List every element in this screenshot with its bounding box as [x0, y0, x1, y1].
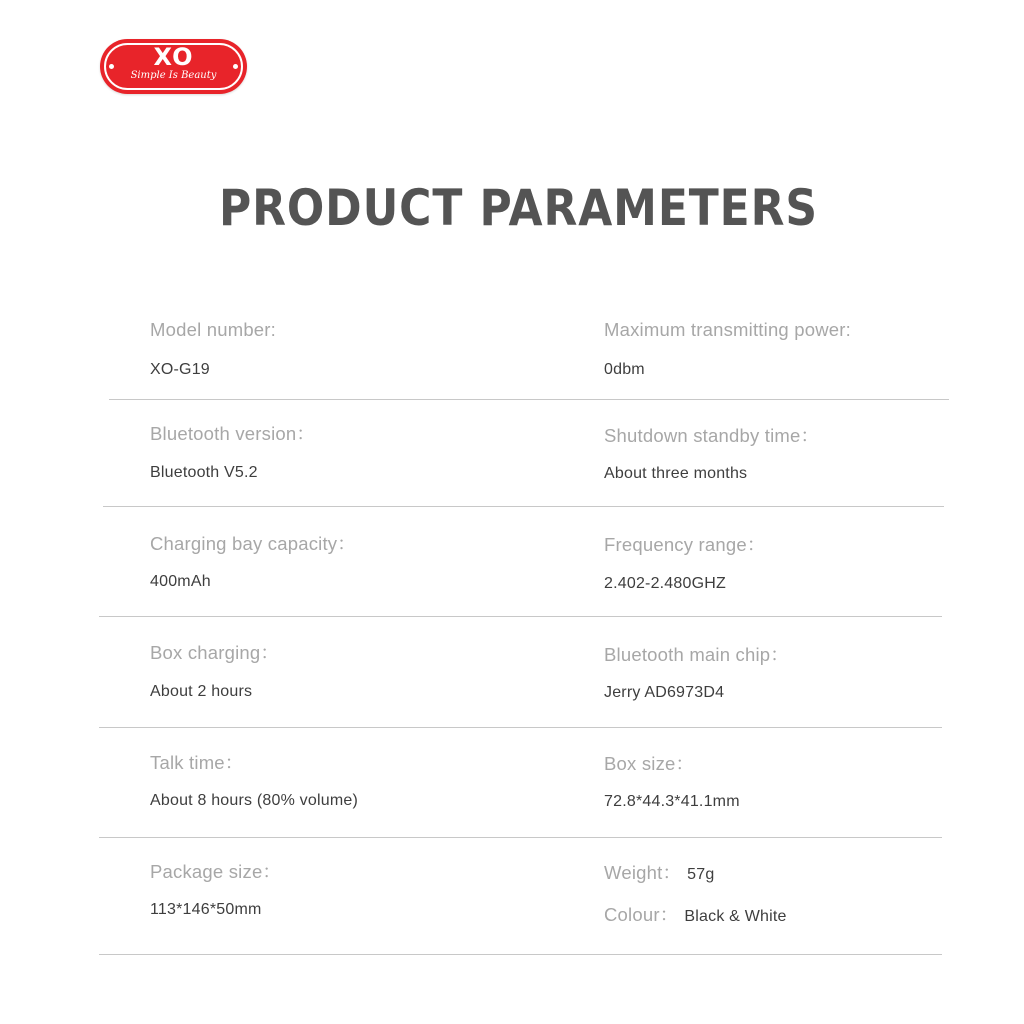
standby-time-label: Shutdown standby time： — [604, 425, 820, 446]
weight-value: 57g — [687, 866, 715, 883]
bluetooth-version-value: Bluetooth V5.2 — [150, 464, 258, 481]
row-divider — [103, 506, 944, 507]
model-number-value: XO-G19 — [150, 361, 210, 378]
charging-bay-capacity-value: 400mAh — [150, 573, 211, 590]
package-size-label: Package size： — [150, 861, 282, 882]
model-number-label: Model number: — [150, 319, 276, 340]
box-size-value: 72.8*44.3*41.1mm — [604, 793, 740, 810]
bluetooth-main-chip-label: Bluetooth main chip： — [604, 644, 789, 665]
weight-label: Weight： — [604, 862, 682, 883]
frequency-range-value: 2.402-2.480GHZ — [604, 575, 726, 592]
xo-logo — [100, 39, 247, 94]
logo-tagline: Simple Is Beauty — [130, 70, 217, 81]
box-charging-value: About 2 hours — [150, 683, 253, 700]
box-size-label: Box size： — [604, 753, 695, 774]
logo-mark: XO — [153, 43, 194, 71]
weight-row — [604, 862, 714, 886]
talk-time-value: About 8 hours (80% volume) — [150, 792, 358, 809]
colour-row — [604, 904, 787, 928]
bluetooth-version-label: Bluetooth version： — [150, 423, 316, 444]
page-title: PRODUCT PARAMETERS — [219, 179, 818, 237]
standby-time-value: About three months — [604, 465, 748, 482]
row-divider — [99, 954, 942, 955]
row-divider — [99, 837, 942, 838]
max-power-label: Maximum transmitting power: — [604, 319, 851, 340]
talk-time-label: Talk time： — [150, 752, 244, 773]
bluetooth-main-chip-value: Jerry AD6973D4 — [604, 684, 725, 701]
colour-label: Colour： — [604, 904, 679, 925]
package-size-value: 113*146*50mm — [150, 901, 262, 918]
frequency-range-label: Frequency range： — [604, 534, 766, 555]
colour-value: Black & White — [684, 908, 787, 925]
row-divider — [99, 727, 942, 728]
row-divider — [109, 399, 949, 400]
box-charging-label: Box charging： — [150, 642, 280, 663]
max-power-value: 0dbm — [604, 361, 645, 378]
row-divider — [99, 616, 942, 617]
charging-bay-capacity-label: Charging bay capacity： — [150, 533, 356, 554]
